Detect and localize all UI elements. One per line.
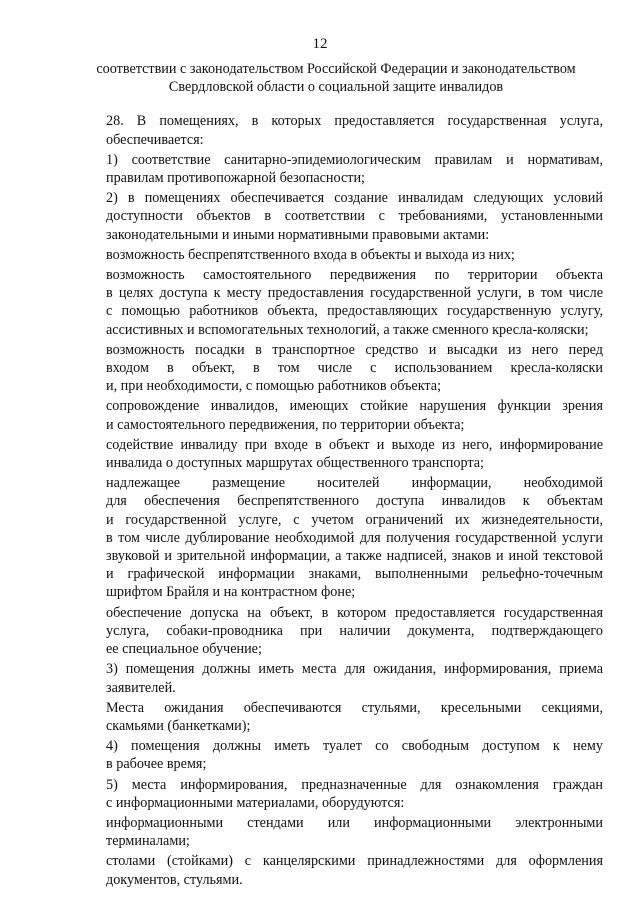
text-line: 5) места информирования, предназначенные для ознакомления граждан <box>106 776 603 793</box>
paragraph-condition-entry <box>69 246 603 264</box>
paragraph-condition-transport <box>69 341 603 396</box>
paragraph-item-28-5 <box>69 776 603 812</box>
text-line: для обеспечения беспрепятственного доступа инвалидов к объектам <box>106 493 603 510</box>
text-line: ассистивных и вспомогательных технологий, а также сменного кресла-коляски; <box>106 321 589 338</box>
text-line: и государственной услуге, с учетом ограничений их жизнедеятельности, <box>106 511 603 528</box>
paragraph-item-28-4 <box>69 737 603 773</box>
text-line: и, при необходимости, с помощью работников объекта; <box>106 378 442 395</box>
text-line: терминалами; <box>106 833 190 850</box>
text-line: возможность самостоятельного передвижения по территории объекта <box>106 267 603 284</box>
text-line: услуга, собаки-проводника при наличии документа, подтверждающего <box>106 622 603 639</box>
text-line: законодательными и иными нормативными правовыми актами: <box>106 226 490 243</box>
paragraph-list <box>69 112 603 888</box>
paragraph-condition-escort <box>69 397 603 433</box>
text-line: обеспечение допуска на объект, в котором предоставляется государственная <box>106 604 603 621</box>
paragraph-info-stands <box>69 814 603 850</box>
paragraph-condition-movement <box>69 266 603 339</box>
text-line: документов, стульями. <box>106 871 243 888</box>
paragraph-waiting-places <box>69 699 603 735</box>
page-content <box>69 60 603 891</box>
text-line: и самостоятельного передвижения, по территории объекта; <box>106 416 465 433</box>
text-line: входом в объект, в том числе с использованием кресла-коляски <box>106 360 603 377</box>
text-line: и графической информации знаками, выполненными рельефно-точечным <box>106 566 603 583</box>
text-line: правилам противопожарной безопасности; <box>106 170 365 187</box>
text-line: доступности объектов в соответствии с требованиями, установленными <box>106 208 603 225</box>
paragraph-item-28-2 <box>69 189 603 244</box>
text-line: в рабочее время; <box>106 756 207 773</box>
text-line: Места ожидания обеспечиваются стульями, кресельными секциями, <box>106 699 603 716</box>
text-line: заявителей. <box>106 679 176 696</box>
text-line: 2) в помещениях обеспечивается создание инвалидам следующих условий <box>106 190 603 207</box>
heading-line: Свердловской области о социальной защите инвалидов <box>168 79 504 96</box>
text-line: звуковой и зрительной информации, а также надписей, знаков и иной текстовой <box>106 548 603 565</box>
text-line: информационными стендами или информационными электронными <box>106 814 603 831</box>
text-line: ее специальное обучение; <box>106 641 262 658</box>
text-line: сопровождение инвалидов, имеющих стойкие нарушения функции зрения <box>106 398 603 415</box>
text-line: содействие инвалиду при входе в объект и выходе из него, информирование <box>106 436 603 453</box>
text-line: с помощью работников объекта, предоставляющих государственную услугу, <box>106 303 603 320</box>
paragraph-condition-assistance <box>69 436 603 472</box>
text-line: 3) помещения должны иметь места для ожидания, информирования, приема <box>106 661 603 678</box>
text-line: обеспечивается: <box>106 131 204 148</box>
text-line: с информационными материалами, оборудуются: <box>106 794 405 811</box>
page-number: 12 <box>312 36 328 52</box>
paragraph-info-tables <box>69 852 603 888</box>
text-line: 28. В помещениях, в которых предоставляется государственная услуга, <box>106 113 603 130</box>
paragraph-condition-guide-dog <box>69 604 603 659</box>
text-line: инвалида о доступных маршрутах общественного транспорта; <box>106 455 484 472</box>
text-line: возможность беспрепятственного входа в объекты и выхода из них; <box>106 246 515 263</box>
text-line: возможность посадки в транспортное средство и высадки из него перед <box>106 341 603 358</box>
text-line: столами (стойками) с канцелярскими принадлежностями для оформления <box>106 853 603 870</box>
paragraph-item-28 <box>69 112 603 148</box>
text-line: в том числе дублирование необходимой для получения государственной услуги <box>106 529 603 546</box>
heading-line: соответствии с законодательством Российской Федерации и законодательством <box>96 61 576 77</box>
text-line: в целях доступа к месту предоставления государственной услуги, в том числе <box>106 285 603 302</box>
text-line: надлежащее размещение носителей информации, необходимой <box>106 475 603 492</box>
paragraph-item-28-3 <box>69 660 603 696</box>
paragraph-item-28-1 <box>69 151 603 187</box>
section-heading <box>69 60 603 96</box>
text-line: 4) помещения должны иметь туалет со свободным доступом к нему <box>106 738 603 755</box>
paragraph-condition-information <box>69 474 603 601</box>
text-line: скамьями (банкетками); <box>106 717 251 734</box>
text-line: 1) соответствие санитарно-эпидемиологическим правилам и нормативам, <box>106 151 603 168</box>
text-line: шрифтом Брайля и на контрастном фоне; <box>106 584 356 601</box>
